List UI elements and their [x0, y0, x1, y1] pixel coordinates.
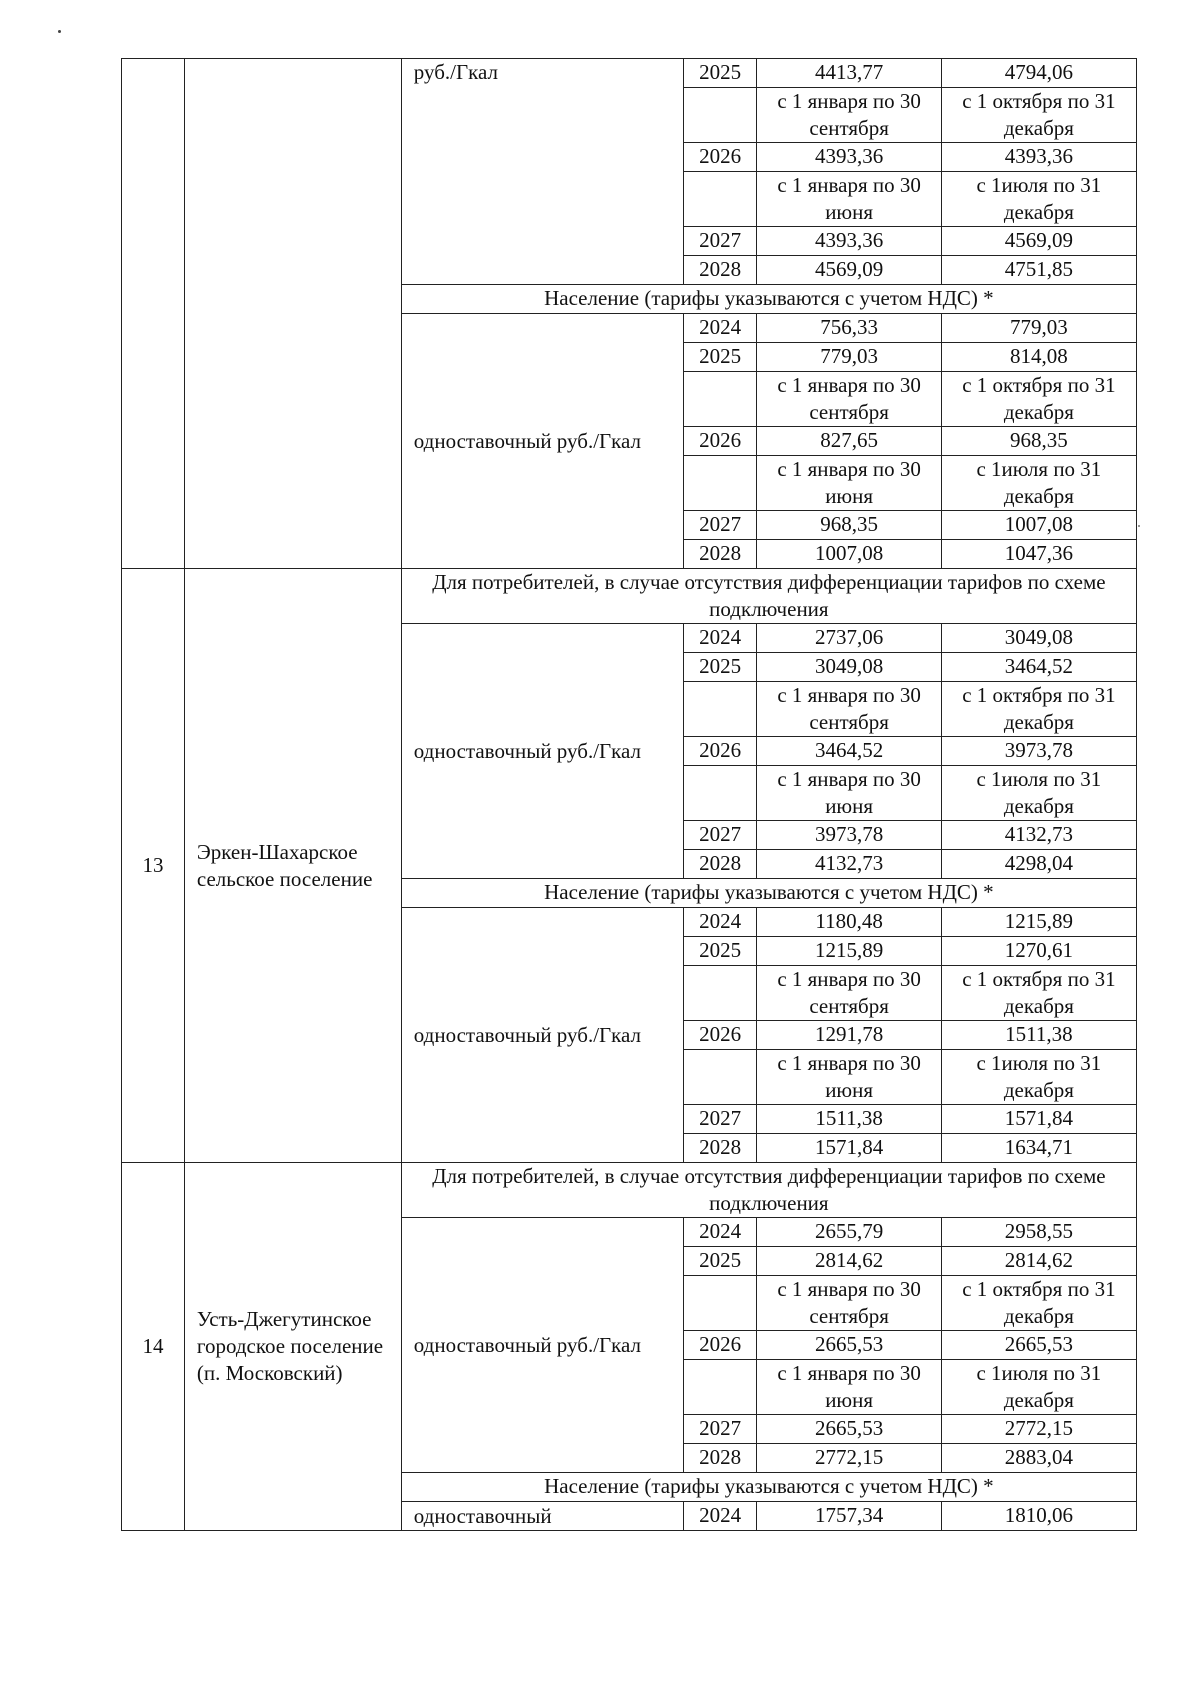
consumer-group-header: Для потребителей, в случае отсутствия дифференциации тарифов по схеме подключения — [401, 569, 1136, 624]
year-cell: 2025 — [683, 653, 757, 682]
tariff-value-second-period: 2665,53 — [941, 1331, 1136, 1360]
year-cell — [683, 966, 757, 1021]
year-cell: 2028 — [683, 1134, 757, 1163]
tariff-value-second-period: 4393,36 — [941, 143, 1136, 172]
consumer-group-header: Для потребителей, в случае отсутствия дифференциации тарифов по схеме подключения — [401, 1163, 1136, 1218]
tariff-value-first-period: 1007,08 — [757, 540, 941, 569]
tariff-value-first-period: 1215,89 — [757, 937, 941, 966]
tariff-value-first-period: 756,33 — [757, 314, 941, 343]
tariff-value-second-period: 4132,73 — [941, 821, 1136, 850]
tariff-value-first-period: с 1 января по 30 июня — [757, 1360, 941, 1415]
tariff-value-first-period: с 1 января по 30 июня — [757, 456, 941, 511]
tariff-value-first-period: 3973,78 — [757, 821, 941, 850]
year-cell: 2028 — [683, 256, 757, 285]
year-cell: 2028 — [683, 540, 757, 569]
tariff-value-second-period: с 1июля по 31 декабря — [941, 172, 1136, 227]
tariff-value-first-period: 4393,36 — [757, 143, 941, 172]
consumer-group-header: Население (тарифы указываются с учетом НДС) * — [401, 1473, 1136, 1502]
year-cell — [683, 1276, 757, 1331]
tariff-value-second-period: с 1 октября по 31 декабря — [941, 1276, 1136, 1331]
tariff-value-second-period: с 1 октября по 31 декабря — [941, 88, 1136, 143]
year-cell: 2027 — [683, 227, 757, 256]
tariff-value-second-period: с 1 октября по 31 декабря — [941, 966, 1136, 1021]
tariff-value-first-period: 3049,08 — [757, 653, 941, 682]
tariff-row — [122, 59, 1137, 88]
tariff-value-first-period: с 1 января по 30 сентября — [757, 88, 941, 143]
tariff-value-first-period: 4132,73 — [757, 850, 941, 879]
year-cell: 2024 — [683, 624, 757, 653]
year-cell: 2027 — [683, 821, 757, 850]
tariff-value-second-period: с 1 октября по 31 декабря — [941, 682, 1136, 737]
tariff-value-first-period: 1180,48 — [757, 908, 941, 937]
tariff-value-first-period: 4569,09 — [757, 256, 941, 285]
tariff-table-body — [122, 59, 1137, 1531]
year-cell — [683, 88, 757, 143]
year-cell: 2028 — [683, 850, 757, 879]
tariff-value-first-period: 1511,38 — [757, 1105, 941, 1134]
tariff-value-first-period: 827,65 — [757, 427, 941, 456]
tariff-value-first-period: 2665,53 — [757, 1415, 941, 1444]
year-cell: 2026 — [683, 1331, 757, 1360]
tariff-value-first-period: с 1 января по 30 июня — [757, 766, 941, 821]
tariff-value-second-period: 4751,85 — [941, 256, 1136, 285]
year-cell: 2025 — [683, 937, 757, 966]
year-cell: 2028 — [683, 1444, 757, 1473]
scan-speck — [58, 30, 61, 33]
tariff-kind: одноставочный руб./Гкал — [401, 1218, 683, 1473]
tariff-value-second-period: с 1 октября по 31 декабря — [941, 372, 1136, 427]
tariff-value-first-period: 968,35 — [757, 511, 941, 540]
tariff-value-second-period: 2814,62 — [941, 1247, 1136, 1276]
row-number — [122, 59, 185, 569]
tariff-value-first-period: с 1 января по 30 сентября — [757, 1276, 941, 1331]
group-header-row — [122, 569, 1137, 624]
tariff-value-first-period: с 1 января по 30 июня — [757, 1050, 941, 1105]
tariff-value-first-period: с 1 января по 30 июня — [757, 172, 941, 227]
year-cell — [683, 172, 757, 227]
year-cell: 2024 — [683, 1218, 757, 1247]
tariff-value-second-period: 3049,08 — [941, 624, 1136, 653]
row-number: 13 — [122, 569, 185, 1163]
tariff-value-second-period: 779,03 — [941, 314, 1136, 343]
settlement-name: Усть-Джегутинское городское поселение (п. Московский) — [184, 1163, 401, 1531]
tariff-value-second-period: с 1июля по 31 декабря — [941, 1360, 1136, 1415]
tariff-value-second-period: с 1июля по 31 декабря — [941, 1050, 1136, 1105]
tariff-kind: руб./Гкал — [401, 59, 683, 285]
tariff-value-first-period: 3464,52 — [757, 737, 941, 766]
year-cell: 2024 — [683, 908, 757, 937]
tariff-value-first-period: 2655,79 — [757, 1218, 941, 1247]
year-cell — [683, 1360, 757, 1415]
year-cell — [683, 372, 757, 427]
tariff-value-first-period: 4393,36 — [757, 227, 941, 256]
year-cell: 2026 — [683, 1021, 757, 1050]
tariff-value-second-period: 1511,38 — [941, 1021, 1136, 1050]
year-cell: 2027 — [683, 1415, 757, 1444]
group-header-row — [122, 1163, 1137, 1218]
year-cell — [683, 456, 757, 511]
tariff-value-first-period: с 1 января по 30 сентября — [757, 966, 941, 1021]
tariff-value-first-period: 2737,06 — [757, 624, 941, 653]
tariff-value-first-period: с 1 января по 30 сентября — [757, 372, 941, 427]
year-cell: 2025 — [683, 1247, 757, 1276]
tariff-value-second-period: с 1июля по 31 декабря — [941, 766, 1136, 821]
tariff-value-second-period: 1047,36 — [941, 540, 1136, 569]
year-cell: 2027 — [683, 1105, 757, 1134]
year-cell: 2026 — [683, 143, 757, 172]
tariff-table-page — [121, 58, 1137, 1531]
tariff-kind: одноставочный — [401, 1502, 683, 1531]
settlement-name — [184, 59, 401, 569]
settlement-name: Эркен-Шахарское сельское поселение — [184, 569, 401, 1163]
tariff-value-first-period: 2772,15 — [757, 1444, 941, 1473]
tariff-kind: одноставочный руб./Гкал — [401, 314, 683, 569]
year-cell: 2026 — [683, 427, 757, 456]
tariff-value-first-period: 1571,84 — [757, 1134, 941, 1163]
tariff-table — [121, 58, 1137, 1531]
tariff-value-first-period: 1757,34 — [757, 1502, 941, 1531]
tariff-value-second-period: 4569,09 — [941, 227, 1136, 256]
tariff-value-second-period: 2883,04 — [941, 1444, 1136, 1473]
tariff-value-second-period: 1810,06 — [941, 1502, 1136, 1531]
tariff-kind: одноставочный руб./Гкал — [401, 908, 683, 1163]
year-cell — [683, 682, 757, 737]
tariff-value-second-period: 814,08 — [941, 343, 1136, 372]
tariff-value-second-period: 1634,71 — [941, 1134, 1136, 1163]
year-cell: 2025 — [683, 59, 757, 88]
year-cell: 2026 — [683, 737, 757, 766]
scan-speck — [1138, 525, 1140, 527]
tariff-value-first-period: 2665,53 — [757, 1331, 941, 1360]
tariff-value-second-period: 2772,15 — [941, 1415, 1136, 1444]
tariff-value-first-period: с 1 января по 30 сентября — [757, 682, 941, 737]
year-cell: 2024 — [683, 1502, 757, 1531]
tariff-value-second-period: 4794,06 — [941, 59, 1136, 88]
tariff-value-second-period: 4298,04 — [941, 850, 1136, 879]
tariff-value-second-period: с 1июля по 31 декабря — [941, 456, 1136, 511]
year-cell: 2024 — [683, 314, 757, 343]
tariff-value-second-period: 1571,84 — [941, 1105, 1136, 1134]
tariff-value-second-period: 3464,52 — [941, 653, 1136, 682]
year-cell: 2027 — [683, 511, 757, 540]
consumer-group-header: Население (тарифы указываются с учетом НДС) * — [401, 879, 1136, 908]
year-cell: 2025 — [683, 343, 757, 372]
tariff-value-second-period: 968,35 — [941, 427, 1136, 456]
consumer-group-header: Население (тарифы указываются с учетом НДС) * — [401, 285, 1136, 314]
tariff-value-first-period: 779,03 — [757, 343, 941, 372]
tariff-value-second-period: 2958,55 — [941, 1218, 1136, 1247]
row-number: 14 — [122, 1163, 185, 1531]
tariff-value-first-period: 4413,77 — [757, 59, 941, 88]
year-cell — [683, 1050, 757, 1105]
tariff-value-first-period: 2814,62 — [757, 1247, 941, 1276]
year-cell — [683, 766, 757, 821]
tariff-value-second-period: 3973,78 — [941, 737, 1136, 766]
tariff-value-second-period: 1270,61 — [941, 937, 1136, 966]
tariff-value-second-period: 1215,89 — [941, 908, 1136, 937]
tariff-kind: одноставочный руб./Гкал — [401, 624, 683, 879]
tariff-value-second-period: 1007,08 — [941, 511, 1136, 540]
tariff-value-first-period: 1291,78 — [757, 1021, 941, 1050]
